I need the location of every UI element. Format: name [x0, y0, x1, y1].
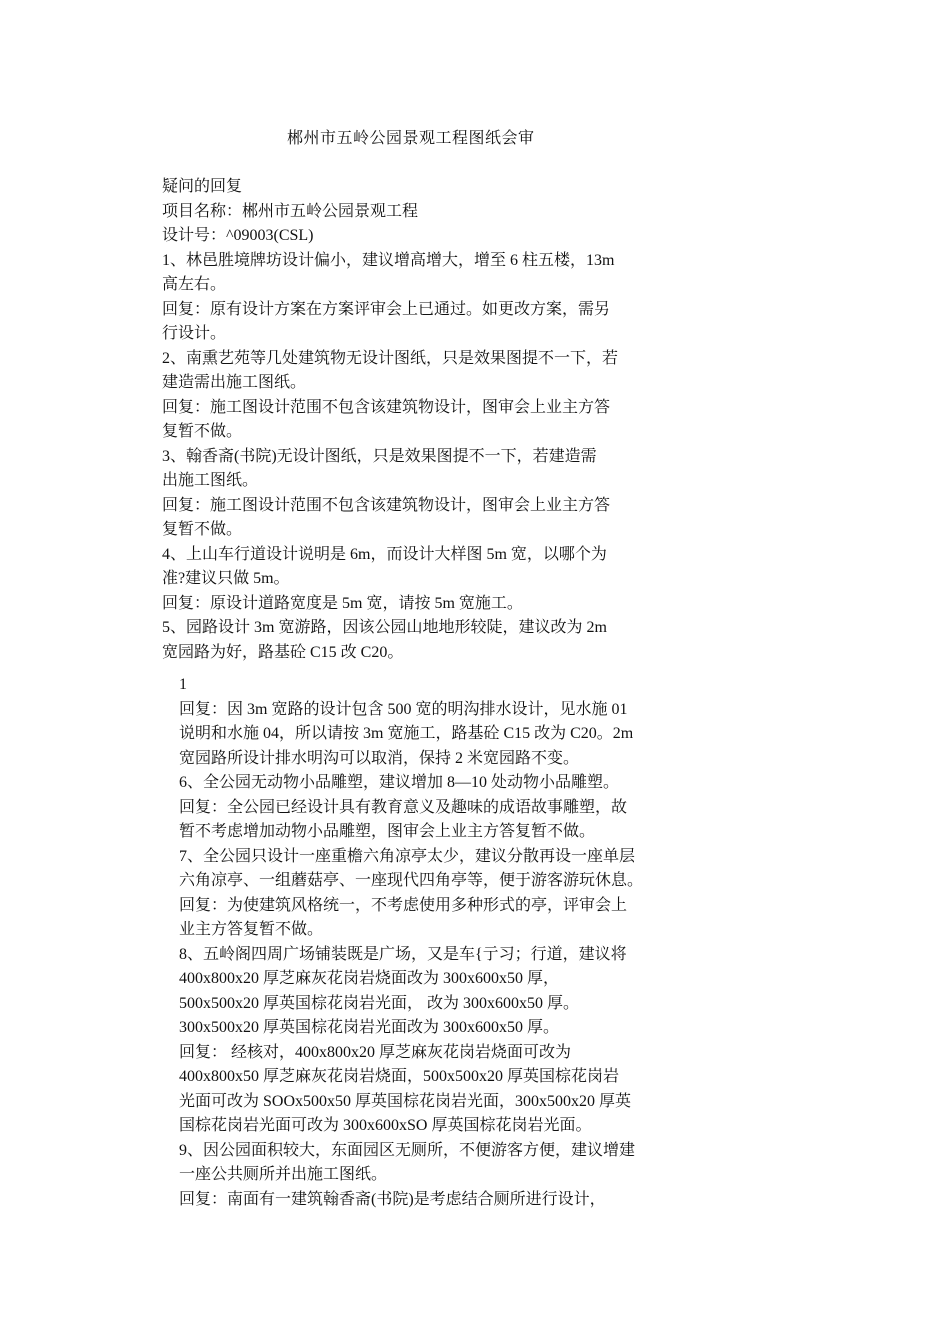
text-line: 300x500x20 厚英国棕花岗岩光面改为 300x600x50 厚。 [179, 1019, 560, 1036]
text-line: 复暂不做。 [162, 521, 243, 538]
text-line: 回复：施工图设计范围不包含该建筑物设计，图审会上业主方答 [162, 398, 611, 416]
text-line: 设计号：^09003(CSL) [162, 227, 314, 244]
text-line: 回复：原设计道路宽度是 5m 宽，请按 5m 宽施工。 [162, 594, 523, 612]
text-line: 暂不考虑增加动物小品雕塑，图审会上业主方答复暂不做。 [179, 823, 596, 840]
text-line: 行设计。 [162, 325, 227, 342]
text-line: 400x800x20 厚芝麻灰花岗岩烧面改为 300x600x50 厚， [179, 970, 560, 987]
text-line: 回复：施工图设计范围不包含该建筑物设计，图审会上业主方答 [162, 496, 611, 514]
text-line: 回复： 经核对，400x800x20 厚芝麻灰花岗岩烧面可改为 [179, 1043, 572, 1061]
text-line: 回复：南面有一建筑翰香斋(书院)是考虑结合厕所进行设计， [179, 1190, 606, 1208]
text-line: 国棕花岗岩光面可改为 300x600xSO 厚英国棕花岗岩光面。 [179, 1117, 592, 1134]
text-line: 六角凉亭、一组蘑菇亭、一座现代四角亭等，便于游客游玩休息。 [179, 872, 644, 889]
text-line: 9、因公园面积较大，东面园区无厕所，不便游客方便，建议增建 [179, 1141, 636, 1159]
text-block-2 [179, 673, 643, 1212]
text-line: 准?建议只做 5m。 [162, 570, 290, 587]
page-number: 1 [179, 676, 187, 693]
text-line: 回复：原有设计方案在方案评审会上已通过。如更改方案，需另 [162, 300, 611, 318]
text-line: 业主方答复暂不做。 [179, 921, 324, 938]
text-line: 宽园路为好，路基砼 C15 改 C20。 [162, 643, 404, 661]
text-line: 疑问的回复 [162, 178, 243, 195]
text-line: 高左右。 [162, 276, 227, 293]
text-line: 500x500x20 厚英国棕花岗岩光面， 改为 300x600x50 厚。 [179, 994, 580, 1012]
text-line: 2、南熏艺苑等几处建筑物无设计图纸，只是效果图提不一下，若 [162, 349, 619, 367]
text-line: 复暂不做。 [162, 423, 243, 440]
text-line: 6、全公园无动物小品雕塑，建议增加 8—10 处动物小品雕塑。 [179, 774, 620, 791]
document-title: 郴州市五岭公园景观工程图纸会审 [287, 130, 535, 147]
text-line: 回复：为使建筑风格统一，不考虑使用多种形式的亭，评审会上 [179, 896, 628, 914]
text-line: 建造需出施工图纸。 [162, 374, 307, 391]
text-line: 说明和水施 04，所以请按 3m 宽施工，路基砼 C15 改为 C20。2m [179, 725, 634, 742]
text-line: 3、翰香斋(书院)无设计图纸，只是效果图提不一下，若建造需 [162, 447, 597, 465]
text-line: 出施工图纸。 [162, 472, 259, 489]
text-line: 7、全公园只设计一座重檐六角凉亭太少，建议分散再设一座单层 [179, 847, 636, 865]
text-line: 4、上山车行道设计说明是 6m，而设计大样图 5m 宽，以哪个为 [162, 545, 607, 563]
text-line: 5、园路设计 3m 宽游路，因该公园山地地形较陡，建议改为 2m [162, 619, 607, 636]
text-line: 400x800x50 厚芝麻灰花岗岩烧面，500x500x20 厚英国棕花岗岩 [179, 1068, 620, 1085]
text-line: 宽园路所设计排水明沟可以取消，保持 2 米宽园路不变。 [179, 749, 580, 767]
text-block-1 [162, 175, 618, 665]
text-line: 8、五岭阁四周广场铺装既是广场，又是车{亍习；行道，建议将 [179, 945, 627, 963]
text-line: 光面可改为 SOOx500x50 厚英国棕花岗岩光面，300x500x20 厚英 [179, 1092, 632, 1110]
text-line: 回复：因 3m 宽路的设计包含 500 宽的明沟排水设计，见水施 01 [179, 700, 628, 718]
text-line: 1、林邑胜境牌坊设计偏小，建议增高增大，增至 6 柱五楼，13m [162, 251, 615, 269]
text-line: 回复：全公园已经设计具有教育意义及趣味的成语故事雕塑，故 [179, 798, 628, 816]
text-line: 一座公共厕所并出施工图纸。 [179, 1166, 388, 1183]
text-line: 项目名称：郴州市五岭公园景观工程 [162, 202, 419, 220]
